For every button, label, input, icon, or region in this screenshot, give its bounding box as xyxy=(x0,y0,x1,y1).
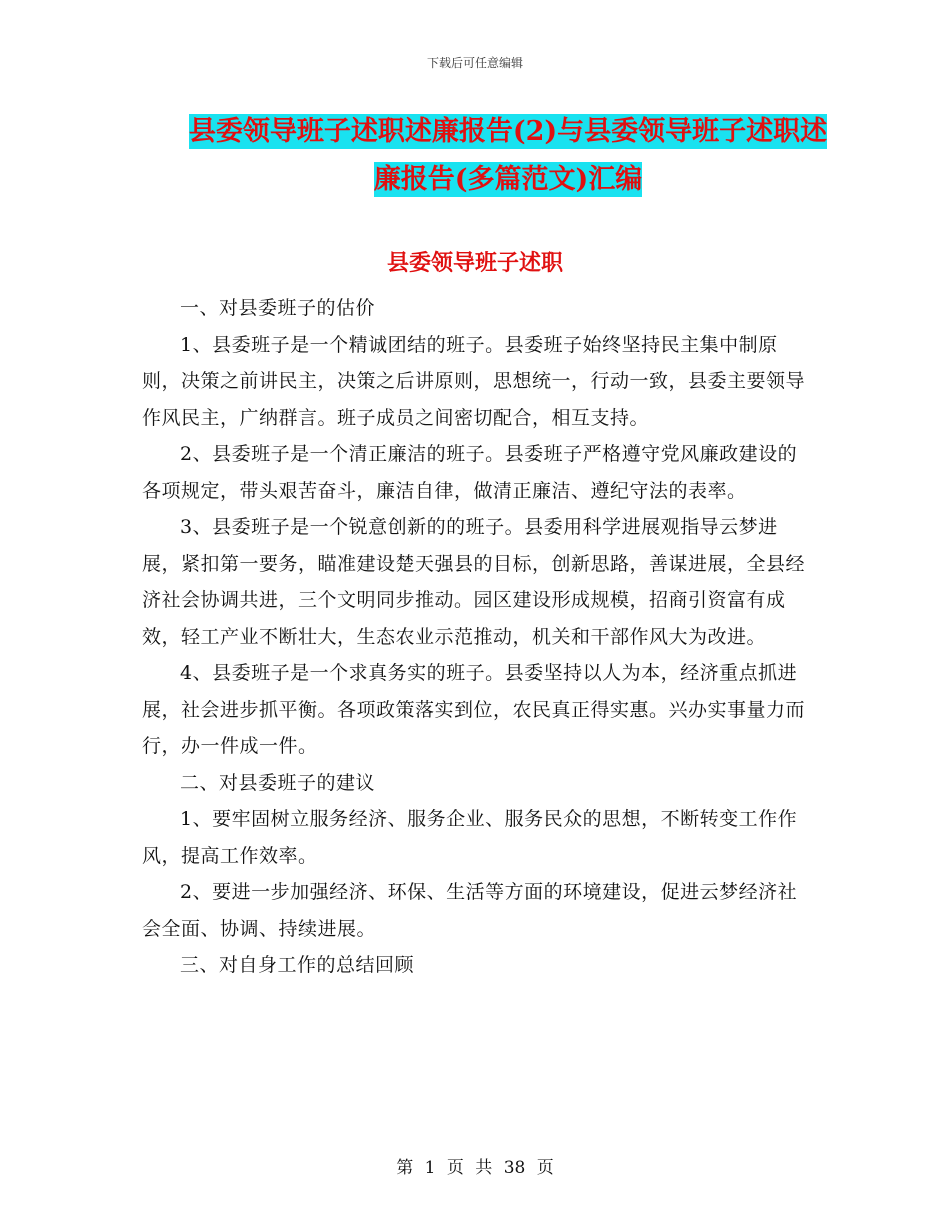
document-title xyxy=(188,108,828,204)
paragraph: 2、县委班子是一个清正廉洁的班子。县委班子严格遵守党风廉政建设的各项规定，带头艰苦奋斗，廉洁自律，做清正廉洁、遵纪守法的表率。 xyxy=(142,443,798,502)
paragraph: 1、县委班子是一个精诚团结的班子。县委班子始终坚持民主集中制原则，决策之前讲民主，决策之后讲原则，思想统一，行动一致，县委主要领导作风民主，广纳群言。班子成员之间密切配合，相互支持。 xyxy=(142,333,806,429)
document-title-line2: 廉报告(多篇范文)汇编 xyxy=(373,164,643,195)
section-title: 县委领导班子述职 xyxy=(386,250,563,276)
paragraph: 4、县委班子是一个求真务实的班子。县委坚持以人为本，经济重点抓进展，社会进步抓平衡。各项政策落实到位，农民真正得实惠。兴办实事量力而行，办一件成一件。 xyxy=(142,662,806,757)
paragraph: 一、对县委班子的估价 xyxy=(180,297,376,319)
page-footer: 第 1 页 共 38 页 xyxy=(396,1158,554,1178)
paragraph: 三、对自身工作的总结回顾 xyxy=(180,954,415,976)
paragraph: 3、县委班子是一个锐意创新的的班子。县委用科学进展观指导云梦进展，紧扣第一要务，瞄准建设楚天强县的目标，创新思路，善谋进展，全县经济社会协调共进，三个文明同步推动。园区建设形成规模，招商引资富有成效，轻工产业不断壮大，生态农业示范推动，机关和干部作风大为改进。 xyxy=(142,516,806,648)
paragraph: 1、要牢固树立服务经济、服务企业、服务民众的思想，不断转变工作作风，提高工作效率。 xyxy=(142,808,798,867)
paragraph: 二、对县委班子的建议 xyxy=(180,771,376,794)
document-title-line1: 县委领导班子述职述廉报告(2)与县委领导班子述职述 xyxy=(188,116,828,147)
header-note: 下载后可任意编辑 xyxy=(426,56,523,70)
body-text xyxy=(142,290,808,984)
paragraph: 2、要进一步加强经济、环保、生活等方面的环境建设，促进云梦经济社会全面、协调、持续进展。 xyxy=(142,881,798,940)
